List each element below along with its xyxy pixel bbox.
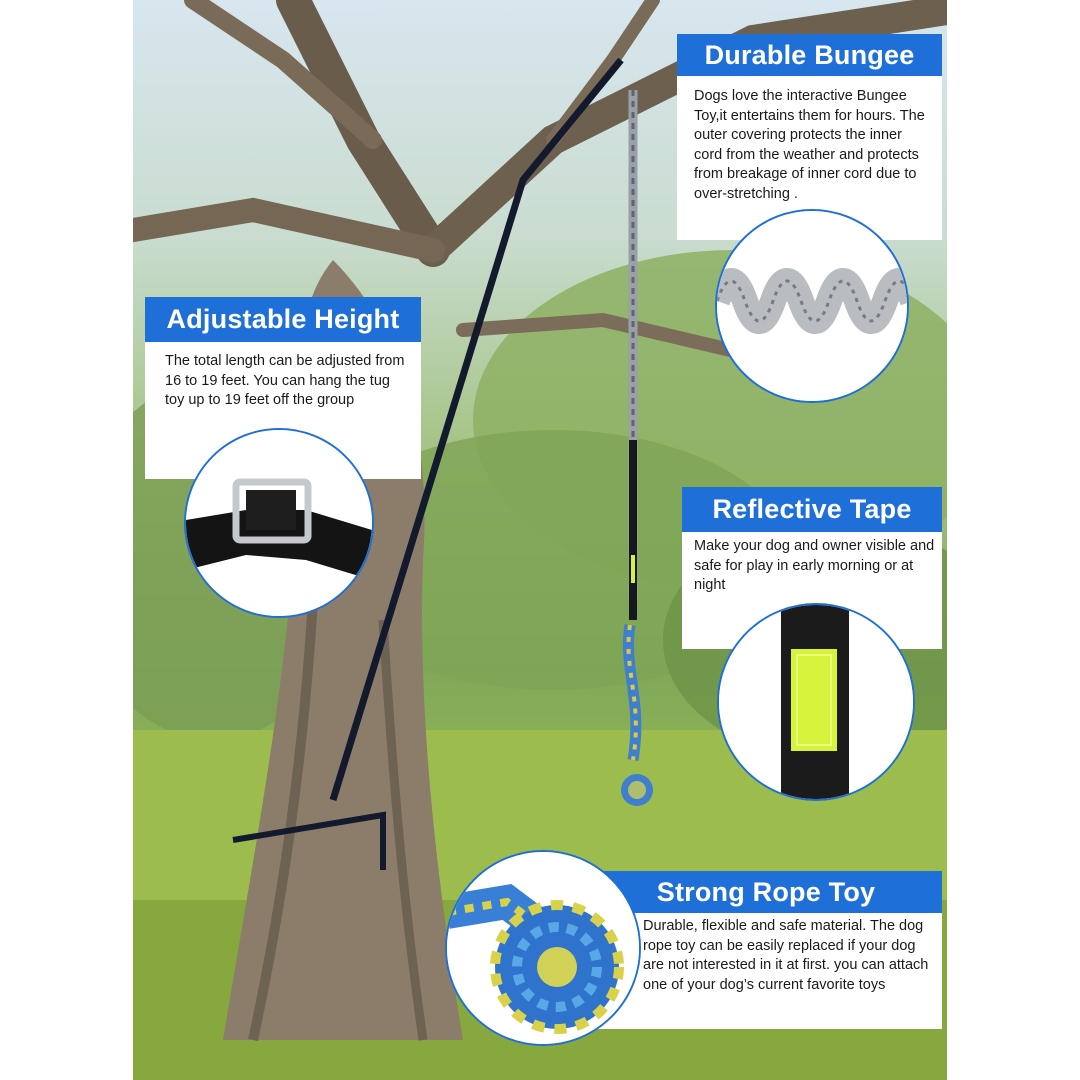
durable-bungee-description: Dogs love the interactive Bungee Toy,it entertains them for hours. The outer covering protects the inner cord from the weather and protects from breakage of inner cord due to over-stretching . <box>694 88 925 202</box>
adjustable-height-title: Adjustable Height <box>145 297 421 342</box>
strap-buckle-icon <box>186 430 372 616</box>
strong-rope-toy-title: Strong Rope Toy <box>590 871 942 913</box>
adjustable-height-description: The total length can be adjusted from 16 to 19 feet. You can hang the tug toy up to 19 feet off the group <box>165 353 405 408</box>
reflective-strip-icon <box>719 605 913 799</box>
durable-bungee-title: Durable Bungee <box>677 34 942 76</box>
bungee-cord-icon <box>717 211 907 401</box>
reflective-tape-title: Reflective Tape <box>682 487 942 532</box>
buckle-closeup-circle <box>184 428 374 618</box>
reflective-tape-description: Make your dog and owner visible and safe for play in early morning or at night <box>694 538 935 593</box>
reflective-tape-closeup-circle <box>717 603 915 801</box>
rope-toy-closeup-circle <box>445 850 641 1046</box>
bungee-closeup-circle <box>715 209 909 403</box>
rope-ball-icon <box>447 852 639 1044</box>
strong-rope-toy-description: Durable, flexible and safe material. The dog rope toy can be easily replaced if your dog are not interested in it at first. you can attach one of your dog’s current favorite toys <box>643 918 929 993</box>
